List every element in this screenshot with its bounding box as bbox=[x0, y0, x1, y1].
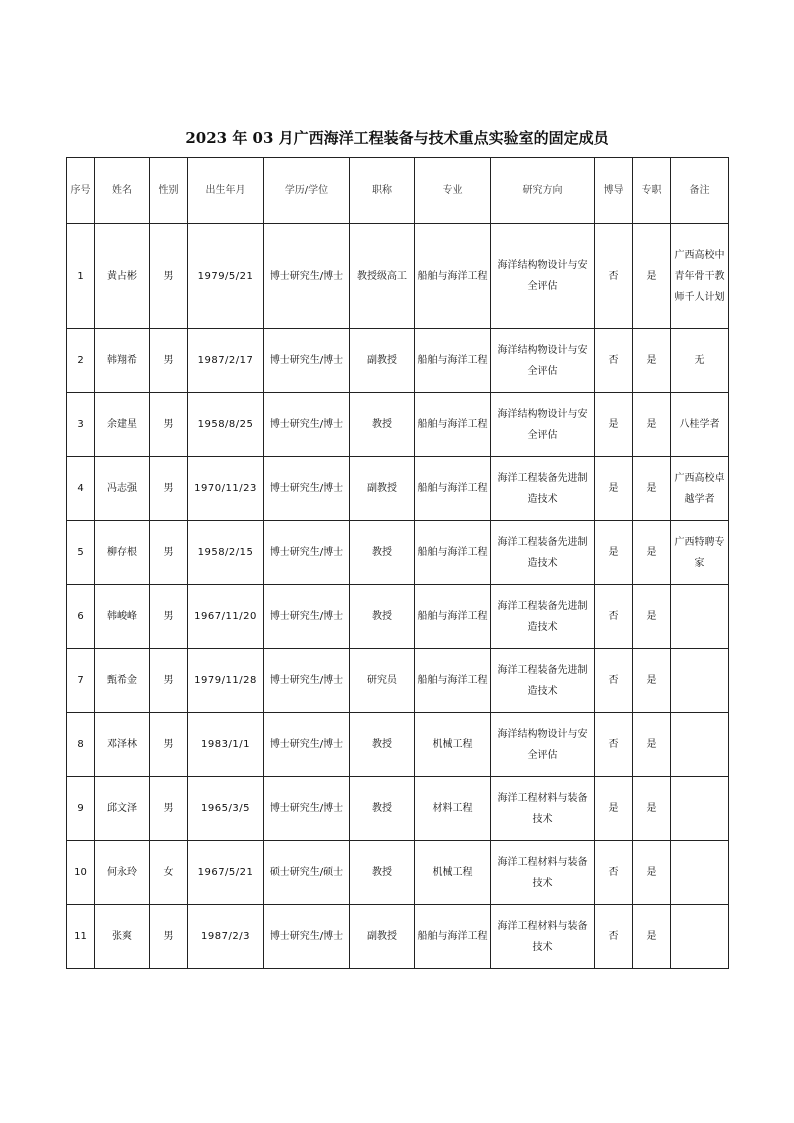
cell-major: 船舶与海洋工程 bbox=[415, 649, 491, 713]
cell-supervisor: 否 bbox=[595, 329, 633, 393]
cell-gender: 男 bbox=[150, 777, 188, 841]
cell-direction: 海洋工程材料与装备技术 bbox=[491, 905, 595, 969]
cell-major: 船舶与海洋工程 bbox=[415, 585, 491, 649]
cell-remark: 广西特聘专家 bbox=[671, 521, 729, 585]
cell-major: 船舶与海洋工程 bbox=[415, 521, 491, 585]
header-title: 职称 bbox=[350, 158, 415, 224]
cell-index: 10 bbox=[67, 841, 95, 905]
cell-gender: 男 bbox=[150, 329, 188, 393]
cell-supervisor: 否 bbox=[595, 841, 633, 905]
cell-full-time: 是 bbox=[633, 457, 671, 521]
cell-birth: 1967/11/20 bbox=[188, 585, 264, 649]
table-row bbox=[67, 713, 729, 777]
cell-name: 邓泽林 bbox=[95, 713, 150, 777]
cell-gender: 男 bbox=[150, 649, 188, 713]
cell-supervisor: 是 bbox=[595, 521, 633, 585]
cell-remark bbox=[671, 841, 729, 905]
cell-birth: 1983/1/1 bbox=[188, 713, 264, 777]
cell-direction: 海洋工程材料与装备技术 bbox=[491, 777, 595, 841]
table-row bbox=[67, 393, 729, 457]
table-row bbox=[67, 521, 729, 585]
cell-supervisor: 是 bbox=[595, 457, 633, 521]
table-row bbox=[67, 649, 729, 713]
cell-title: 教授 bbox=[350, 393, 415, 457]
cell-gender: 男 bbox=[150, 905, 188, 969]
cell-degree: 博士研究生/博士 bbox=[264, 393, 350, 457]
cell-name: 韩翔希 bbox=[95, 329, 150, 393]
cell-name: 余建星 bbox=[95, 393, 150, 457]
cell-degree: 博士研究生/博士 bbox=[264, 649, 350, 713]
cell-birth: 1979/5/21 bbox=[188, 224, 264, 329]
cell-full-time: 是 bbox=[633, 841, 671, 905]
cell-direction: 海洋工程装备先进制造技术 bbox=[491, 457, 595, 521]
cell-title: 教授级高工 bbox=[350, 224, 415, 329]
cell-full-time: 是 bbox=[633, 649, 671, 713]
cell-degree: 博士研究生/博士 bbox=[264, 224, 350, 329]
cell-degree: 博士研究生/博士 bbox=[264, 713, 350, 777]
cell-degree: 博士研究生/博士 bbox=[264, 585, 350, 649]
cell-birth: 1979/11/28 bbox=[188, 649, 264, 713]
table-row bbox=[67, 224, 729, 329]
cell-supervisor: 是 bbox=[595, 393, 633, 457]
cell-birth: 1967/5/21 bbox=[188, 841, 264, 905]
table-row bbox=[67, 905, 729, 969]
cell-title: 教授 bbox=[350, 841, 415, 905]
cell-supervisor: 否 bbox=[595, 905, 633, 969]
cell-full-time: 是 bbox=[633, 777, 671, 841]
cell-major: 机械工程 bbox=[415, 841, 491, 905]
cell-remark: 无 bbox=[671, 329, 729, 393]
cell-title: 教授 bbox=[350, 713, 415, 777]
cell-title: 教授 bbox=[350, 585, 415, 649]
members-table bbox=[66, 157, 729, 969]
cell-full-time: 是 bbox=[633, 224, 671, 329]
cell-remark bbox=[671, 713, 729, 777]
cell-supervisor: 否 bbox=[595, 649, 633, 713]
cell-major: 船舶与海洋工程 bbox=[415, 905, 491, 969]
cell-direction: 海洋结构物设计与安全评估 bbox=[491, 329, 595, 393]
cell-full-time: 是 bbox=[633, 393, 671, 457]
cell-major: 机械工程 bbox=[415, 713, 491, 777]
cell-gender: 男 bbox=[150, 585, 188, 649]
header-birth: 出生年月 bbox=[188, 158, 264, 224]
cell-title: 副教授 bbox=[350, 905, 415, 969]
cell-name: 柳存根 bbox=[95, 521, 150, 585]
page-title: 2023 年 03 月广西海洋工程装备与技术重点实验室的固定成员 bbox=[185, 129, 609, 147]
header-gender: 性别 bbox=[150, 158, 188, 224]
cell-index: 7 bbox=[67, 649, 95, 713]
cell-index: 6 bbox=[67, 585, 95, 649]
table-row bbox=[67, 585, 729, 649]
table-row bbox=[67, 457, 729, 521]
cell-major: 材料工程 bbox=[415, 777, 491, 841]
cell-title: 教授 bbox=[350, 777, 415, 841]
cell-birth: 1958/2/15 bbox=[188, 521, 264, 585]
cell-name: 韩峻峰 bbox=[95, 585, 150, 649]
cell-gender: 男 bbox=[150, 713, 188, 777]
cell-index: 11 bbox=[67, 905, 95, 969]
header-name: 姓名 bbox=[95, 158, 150, 224]
header-remark: 备注 bbox=[671, 158, 729, 224]
cell-major: 船舶与海洋工程 bbox=[415, 329, 491, 393]
cell-major: 船舶与海洋工程 bbox=[415, 457, 491, 521]
cell-direction: 海洋工程装备先进制造技术 bbox=[491, 649, 595, 713]
table-row bbox=[67, 777, 729, 841]
cell-remark bbox=[671, 905, 729, 969]
cell-degree: 硕士研究生/硕士 bbox=[264, 841, 350, 905]
cell-degree: 博士研究生/博士 bbox=[264, 777, 350, 841]
cell-remark bbox=[671, 585, 729, 649]
cell-full-time: 是 bbox=[633, 905, 671, 969]
cell-birth: 1987/2/3 bbox=[188, 905, 264, 969]
cell-birth: 1965/3/5 bbox=[188, 777, 264, 841]
cell-gender: 男 bbox=[150, 521, 188, 585]
cell-index: 4 bbox=[67, 457, 95, 521]
cell-name: 冯志强 bbox=[95, 457, 150, 521]
cell-full-time: 是 bbox=[633, 713, 671, 777]
cell-major: 船舶与海洋工程 bbox=[415, 224, 491, 329]
cell-name: 何永玲 bbox=[95, 841, 150, 905]
cell-birth: 1987/2/17 bbox=[188, 329, 264, 393]
cell-direction: 海洋工程装备先进制造技术 bbox=[491, 521, 595, 585]
cell-full-time: 是 bbox=[633, 329, 671, 393]
cell-title: 教授 bbox=[350, 521, 415, 585]
cell-full-time: 是 bbox=[633, 585, 671, 649]
cell-remark bbox=[671, 777, 729, 841]
cell-remark: 广西高校中青年骨干教师千人计划 bbox=[671, 224, 729, 329]
cell-birth: 1970/11/23 bbox=[188, 457, 264, 521]
cell-degree: 博士研究生/博士 bbox=[264, 457, 350, 521]
cell-degree: 博士研究生/博士 bbox=[264, 329, 350, 393]
cell-direction: 海洋结构物设计与安全评估 bbox=[491, 393, 595, 457]
cell-remark bbox=[671, 649, 729, 713]
cell-index: 1 bbox=[67, 224, 95, 329]
cell-major: 船舶与海洋工程 bbox=[415, 393, 491, 457]
table-row bbox=[67, 841, 729, 905]
cell-supervisor: 否 bbox=[595, 713, 633, 777]
cell-direction: 海洋结构物设计与安全评估 bbox=[491, 224, 595, 329]
header-supervisor: 博导 bbox=[595, 158, 633, 224]
table-row bbox=[67, 329, 729, 393]
cell-birth: 1958/8/25 bbox=[188, 393, 264, 457]
cell-index: 9 bbox=[67, 777, 95, 841]
cell-supervisor: 否 bbox=[595, 224, 633, 329]
cell-index: 3 bbox=[67, 393, 95, 457]
cell-index: 8 bbox=[67, 713, 95, 777]
cell-name: 邱文泽 bbox=[95, 777, 150, 841]
cell-name: 黄占彬 bbox=[95, 224, 150, 329]
header-direction: 研究方向 bbox=[491, 158, 595, 224]
cell-index: 5 bbox=[67, 521, 95, 585]
cell-direction: 海洋工程装备先进制造技术 bbox=[491, 585, 595, 649]
header-full-time: 专职 bbox=[633, 158, 671, 224]
cell-full-time: 是 bbox=[633, 521, 671, 585]
header-index: 序号 bbox=[67, 158, 95, 224]
cell-gender: 男 bbox=[150, 393, 188, 457]
cell-gender: 男 bbox=[150, 457, 188, 521]
cell-title: 研究员 bbox=[350, 649, 415, 713]
cell-remark: 广西高校卓越学者 bbox=[671, 457, 729, 521]
cell-supervisor: 是 bbox=[595, 777, 633, 841]
cell-gender: 女 bbox=[150, 841, 188, 905]
table-header-row bbox=[67, 158, 729, 224]
cell-remark: 八桂学者 bbox=[671, 393, 729, 457]
cell-direction: 海洋结构物设计与安全评估 bbox=[491, 713, 595, 777]
header-degree: 学历/学位 bbox=[264, 158, 350, 224]
cell-name: 张爽 bbox=[95, 905, 150, 969]
cell-gender: 男 bbox=[150, 224, 188, 329]
cell-direction: 海洋工程材料与装备技术 bbox=[491, 841, 595, 905]
header-major: 专业 bbox=[415, 158, 491, 224]
cell-degree: 博士研究生/博士 bbox=[264, 905, 350, 969]
cell-supervisor: 否 bbox=[595, 585, 633, 649]
cell-degree: 博士研究生/博士 bbox=[264, 521, 350, 585]
cell-name: 甄希金 bbox=[95, 649, 150, 713]
cell-index: 2 bbox=[67, 329, 95, 393]
cell-title: 副教授 bbox=[350, 457, 415, 521]
cell-title: 副教授 bbox=[350, 329, 415, 393]
